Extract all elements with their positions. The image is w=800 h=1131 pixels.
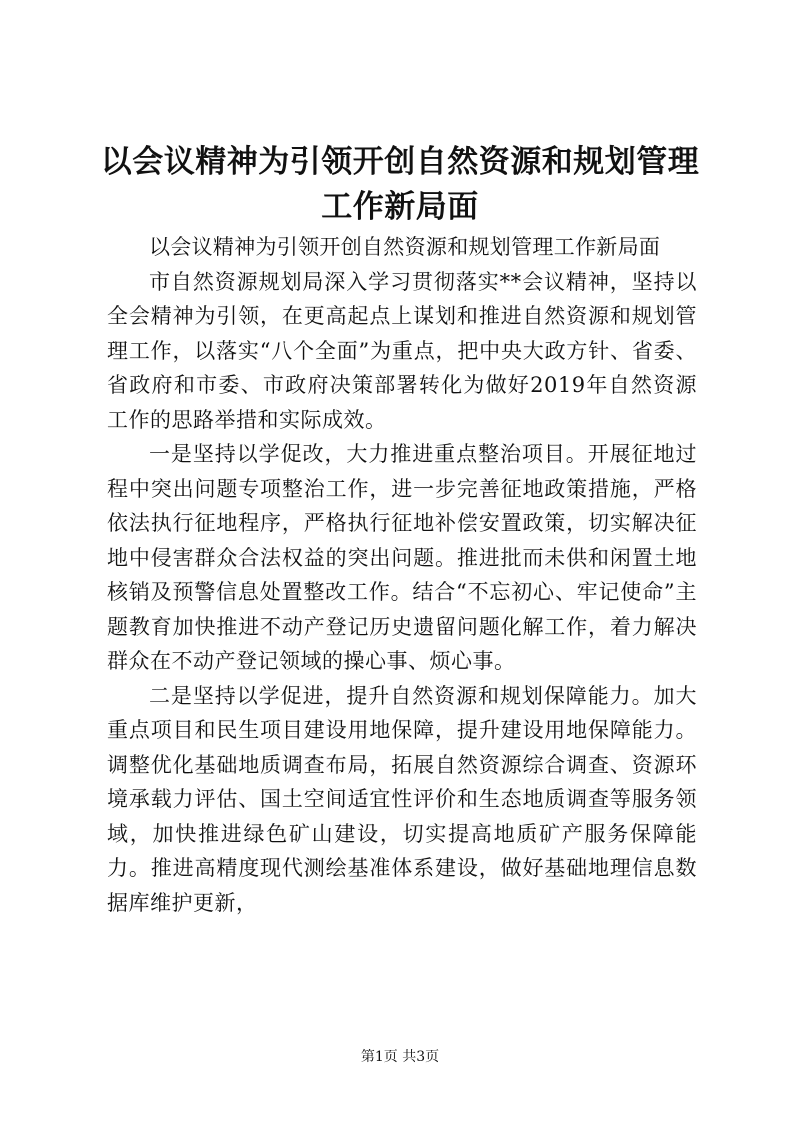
document-body [107,230,697,920]
body-subtitle-paragraph: 以会议精神为引领开创自然资源和规划管理工作新局面 [149,235,661,259]
body-paragraph-point-one: 一是坚持以学促改，大力推进重点整治项目。开展征地过程中突出问题专项整治工作，进一步完善征地政策措施，严格依法执行征地程序，严格执行征地补偿安置政策，切实解决征地中侵害群众合法权益的突出问题。推进批而未供和闲置土地核销及预警信息处置整改工作。结合“不忘初心、牢记使命”主题教育加快推进不动产登记历史遗留问题化解工作，着力解决群众在不动产登记领域的操心事、烦心事。 [107,442,697,673]
body-paragraph-intro: 市自然资源规划局深入学习贯彻落实**会议精神，坚持以全会精神为引领，在更高起点上谋划和推进自然资源和规划管理工作，以落实“八个全面”为重点，把中央大政方针、省委、省政府和市委、市政府决策部署转化为做好2019年自然资源工作的思路举措和实际成效。 [107,269,697,432]
page-number-footer: 第1页 共3页 [360,1049,440,1065]
body-paragraph-point-two: 二是坚持以学促进，提升自然资源和规划保障能力。加大重点项目和民生项目建设用地保障，提升建设用地保障能力。调整优化基础地质调查布局，拓展自然资源综合调查、资源环境承载力评估、国土空间适宜性评价和生态地质调查等服务领域，加快推进绿色矿山建设，切实提高地质矿产服务保障能力。推进高精度现代测绘基准体系建设，做好基础地理信息数据库维护更新， [107,683,697,915]
document-title: 以会议精神为引领开创自然资源和规划管理工作新局面 [100,144,700,225]
